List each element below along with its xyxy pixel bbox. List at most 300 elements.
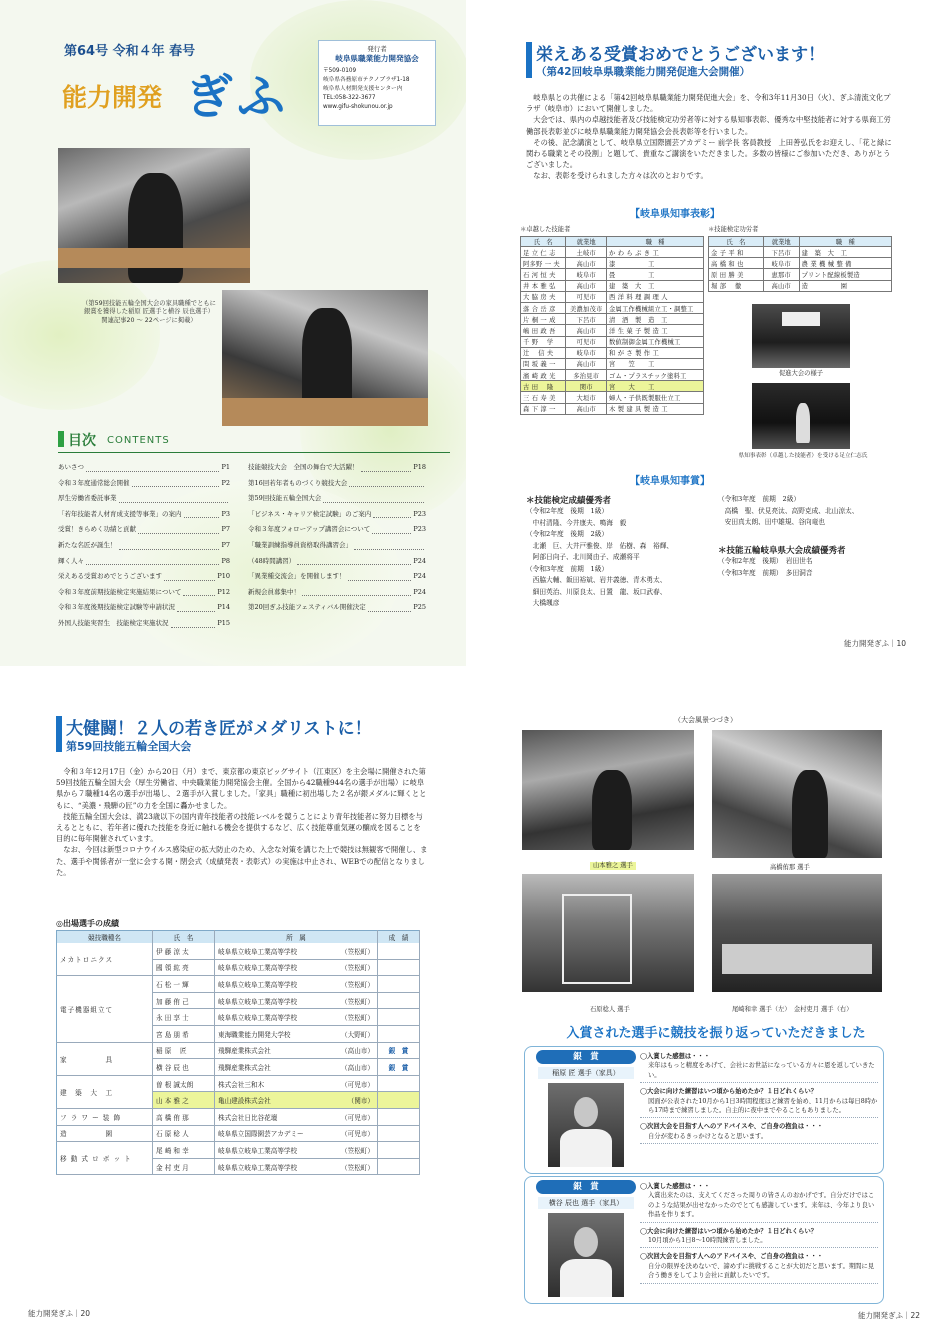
affiliation-name: 岐阜県立岐阜工業高等学校 (218, 1146, 298, 1155)
toc-item-page: P8 (221, 556, 230, 565)
toc-item-title: 技能競技大会 全国の舞台で大活躍！ (248, 463, 359, 471)
name-cell: 辻 信 夫 (521, 347, 566, 358)
name-cell: 濱 崎 政 光 (521, 370, 566, 381)
workplace-cell: 恵那市 (763, 269, 799, 280)
qa-answer: 10月頃から1日8～10時間練習しました。 (648, 1237, 767, 1245)
trade-cell: 建 築 大 工 (607, 280, 704, 291)
winner2-portrait (548, 1213, 624, 1297)
toc-item-page: P1 (221, 463, 230, 471)
award-line: （令和3年度 前期 1級） (526, 564, 609, 573)
affiliation-cell (215, 1092, 378, 1109)
workplace-cell: 高山市 (566, 358, 607, 369)
table-row (521, 280, 704, 291)
table-row (57, 1125, 420, 1142)
toc-item-title: 令和３年度フォローアップ講習会について (248, 525, 371, 534)
toc-item[interactable] (248, 585, 426, 601)
table2-label: ＊技能検定功労者 (708, 226, 759, 233)
affiliation-city: （大野町） (341, 1030, 374, 1039)
affiliation-name: 岐阜県立岐阜工業高等学校 (218, 1014, 298, 1023)
trade-cell: か わ ら ぶ き 工 (607, 247, 704, 258)
award-line: 高橋 聖、伏見亮汰、高野克成、北山涼太、 (718, 506, 859, 515)
trade-cell: 漆 工 (607, 258, 704, 269)
affiliation-city: （高山市） (341, 1047, 374, 1056)
award-line: （令和2年度 後期 2級） (526, 530, 609, 538)
qa-answer: 入賞出来たのは、支えてくださった周りの皆さんのおかげです。自分だけではこのような結果が出せなかったのでとても感謝しています。来年は、今年より良い作品を作ります。 (648, 1192, 875, 1219)
qa-question: ◯入賞した感想は・・・ (640, 1183, 711, 1190)
page20-title: 大健闘！２人の若き匠がメダリストに！ (66, 719, 372, 739)
table-row (709, 247, 892, 258)
winner2-name: 横谷 辰也 選手（家具） (538, 1197, 634, 1209)
affiliation-city: （可児市） (341, 1113, 374, 1122)
table-row (521, 370, 704, 381)
toc-item-page: P24 (413, 572, 426, 581)
competitor-name: 國 領 紘 亮 (153, 959, 215, 976)
award-line: 安田真太朗、田中雄規、谷向竜也 (718, 518, 825, 526)
affiliation-cell (215, 1009, 378, 1026)
affiliation-cell (215, 1059, 378, 1076)
trade-cell: 宮 笠 工 (607, 358, 704, 369)
table-row (57, 1142, 420, 1159)
cover-caption: （第59回技能五輪全国大会の家具職種でともに 銀賞を獲得した稲原 匠選手と横谷 辰也選手） 関連記事20 ～ 22ページに掲載） (82, 300, 216, 324)
table-row (521, 325, 704, 336)
affiliation-name: 株式会社三和木 (218, 1080, 265, 1089)
trade-cell: プリント配線板製造 (799, 269, 891, 280)
toc-item[interactable] (58, 585, 230, 601)
affiliation-cell (215, 959, 378, 976)
toc-item-title: 輝く人々 (58, 556, 84, 565)
toc-item-title: 第20回ぎふ技能フェスティバル開催決定 (248, 603, 366, 612)
trade-cell: 西 洋 料 理 調 理 人 (607, 291, 704, 302)
workplace-cell: 高山市 (763, 280, 799, 291)
contents-marker (58, 431, 64, 447)
toc-item-title: 受賞！きらめく功績と貢献 (58, 525, 136, 534)
scene-photo-2 (712, 730, 882, 858)
silver-award-badge: 銀 賞 (536, 1050, 636, 1064)
affiliation-cell (215, 1158, 378, 1175)
table-row (521, 403, 704, 414)
result-cell (378, 1092, 420, 1109)
toc-item[interactable] (58, 476, 230, 492)
workplace-cell: 可児市 (566, 291, 607, 302)
competitor-name: 稲 原 匠 (153, 1042, 215, 1059)
result-cell (378, 976, 420, 993)
toc-dots (177, 600, 215, 612)
affiliation-name: 飛騨産業株式会社 (218, 1047, 271, 1056)
toc-right (248, 460, 426, 616)
affiliation-name: 株式会社日比谷花壇 (218, 1113, 278, 1122)
toc-dots (86, 554, 219, 566)
toc-left (58, 460, 230, 632)
toc-dots (183, 585, 215, 597)
trade-cell: 農 業 機 械 整 備 (799, 258, 891, 269)
table-row (57, 1042, 420, 1059)
affiliation-cell (215, 1142, 378, 1159)
issue-number: 第64号 (64, 44, 109, 59)
award-line: 中村清隆、今井康夫、鳴海 毅 (526, 518, 627, 527)
cover-photo-1 (58, 148, 250, 283)
toc-item-page: P25 (413, 603, 426, 612)
workplace-cell: 下呂市 (763, 247, 799, 258)
table-row (521, 314, 704, 325)
publisher-box (318, 40, 436, 126)
publisher-label: 発行者 (367, 45, 387, 53)
affiliation-city: （笠松町） (341, 980, 374, 989)
scene-photo-1 (522, 730, 694, 850)
workplace-cell: 岐阜市 (566, 347, 607, 358)
toc-dots (86, 460, 219, 472)
affiliation-cell (215, 1125, 378, 1142)
table1-label: ＊卓越した技能者 (520, 226, 571, 233)
toc-item-title: 令和３年度後期技能検定試験等申請状況 (58, 603, 175, 612)
convention-photo (752, 304, 850, 368)
table-row (709, 258, 892, 269)
name-cell: 片 桐 一 成 (521, 314, 566, 325)
result-cell (378, 1108, 420, 1125)
caption-yamamoto: 山本雅之 選手 (590, 862, 636, 870)
competitor-name: 石 松 一 輝 (153, 976, 215, 993)
result-cell (378, 943, 420, 960)
table-row (521, 392, 704, 403)
toc-item-title: 第59回技能五輪全国大会 (248, 494, 322, 503)
competitor-name: 高 橋 侑 那 (153, 1108, 215, 1125)
name-cell: 高 橋 和 也 (709, 258, 764, 269)
toc-item[interactable] (58, 600, 230, 616)
winner1-name: 稲原 匠 選手（家具） (538, 1067, 634, 1079)
caption-ishihara: 石原稔人 選手 (590, 1006, 630, 1013)
issue-season: 令和４年 春号 (112, 44, 196, 59)
page-footer: 能力開発ぎふ｜22 (857, 1311, 920, 1320)
cover-photo-2 (222, 290, 428, 426)
affiliation-city: （可児市） (341, 1080, 374, 1089)
affiliation-name: 岐阜県立国際園芸アカデミー (218, 1130, 304, 1139)
toc-item[interactable] (58, 507, 230, 523)
table-row (521, 381, 704, 392)
award-line: 北瀬 巨、大井戸雅俊、岸 佑樹、森 裕輝、 (526, 541, 674, 550)
page-10 (470, 0, 934, 666)
silver-award-badge: 銀 賞 (536, 1180, 636, 1194)
toc-dots (349, 476, 424, 488)
table-row (521, 291, 704, 302)
affiliation-cell (215, 992, 378, 1009)
trade-cell: 移 動 式 ロ ボ ッ ト (57, 1142, 153, 1175)
qa-question: ◯大会に向けた練習はいつ頃から始めたか？１日どれくらい？ (640, 1088, 818, 1096)
toc-dots (372, 522, 411, 534)
publisher-address: 〒509-0109 岐阜県各務原市テクノプラザ1-18 岐阜県人材開発支援センター内 TEL:058-322-3677 www.gifu-shokunou.or.jp (323, 68, 410, 110)
table-row (57, 943, 420, 960)
toc-dots (302, 585, 411, 597)
page-footer: 能力開発ぎふ｜10 (843, 639, 906, 648)
toc-item[interactable] (248, 491, 426, 507)
result-cell (378, 1142, 420, 1159)
competitor-name: 石 原 稔 人 (153, 1125, 215, 1142)
toc-item[interactable] (248, 522, 426, 538)
trade-cell: 建 築 大 工 (57, 1075, 153, 1108)
competitor-name: 尾 崎 和 幸 (153, 1142, 215, 1159)
workplace-cell: 多治見市 (566, 370, 607, 381)
toc-item[interactable] (58, 538, 230, 554)
workplace-cell: 高山市 (566, 403, 607, 414)
name-cell: 原 田 勝 美 (709, 269, 764, 280)
toc-item[interactable] (58, 554, 230, 570)
workplace-cell: 岐阜市 (566, 269, 607, 280)
award-line: （令和3年度 前期 2級） (718, 495, 801, 503)
toc-dots (119, 538, 220, 550)
competitor-name: 宮 島 朋 希 (153, 1025, 215, 1042)
toc-dots (361, 460, 412, 472)
toc-dots (368, 600, 412, 612)
contents-title-en: CONTENTS (107, 435, 170, 446)
results-table: 競技職種名 氏 名 所 属 成 績 メカトロニクス 伊 藤 涼 太 岐阜県立岐阜工業高等学校 （笠松町） 國 領 紘 亮 岐阜県立岐阜工業高等学校 （笠松町） 電子機器組立て 石 松 一 輝 岐阜県立岐阜工業高等学校 （笠松町） 加 藤 侑 己 岐阜県立岐阜工業高等学校 （笠松町） 永 田 享 士 岐阜県立岐阜工業高等学校 （笠松町） 宮 島 朋 希 東海職業能力開発大学校 （大野町） 家 具 稲 原 匠 飛騨産業株式会社 （高山市） 銀 賞 横 谷 辰 也 飛騨産業株式会社 （高山市） 銀 賞 建 築 大 工 曽 根 誠太朗 株式会社三和木 （可児市） 山 本 雅 之 亀山建設株式会社 （関市） フ ラ ワ ー 装 飾 高 橋 侑 那 株式会社日比谷花壇 （可児市） 造 園 石 原 稔 人 岐阜県立国際園芸アカデミー （可児市） 移 動 式 ロ ボ ッ ト 尾 崎 和 幸 岐阜県立岐阜工業高等学校 （笠松町） 金 村 吏 月 岐阜県立岐阜工業高等学校 （笠松町） (56, 930, 420, 1175)
affiliation-cell (215, 976, 378, 993)
affiliation-cell (215, 943, 378, 960)
affiliation-name: 東海職業能力開発大学校 (218, 1030, 291, 1039)
result-cell (378, 1125, 420, 1142)
trade-cell: 金属工作機械組立工・調整工 (607, 302, 704, 313)
result-cell (378, 1009, 420, 1026)
toc-item[interactable] (248, 507, 426, 523)
toc-item-title: 外国人技能実習生 技能検定実施状況 (58, 618, 169, 627)
toc-dots (348, 569, 412, 581)
workplace-cell: 関市 (566, 381, 607, 392)
workplace-cell: 大垣市 (566, 392, 607, 403)
result-cell (378, 1025, 420, 1042)
result-cell: 銀 賞 (378, 1059, 420, 1076)
award-line: 細田英治、川原良太、日置 龍、坂口武春、 (526, 587, 667, 596)
trade-cell: 和 が さ 製 作 工 (607, 347, 704, 358)
toc-item-title: （48時間講習） (248, 556, 296, 565)
toc-item[interactable] (248, 460, 426, 476)
table-row (521, 258, 704, 269)
toc-item[interactable] (58, 522, 230, 538)
toc-item[interactable] (248, 476, 426, 492)
cover-page (0, 0, 466, 666)
toc-dots (297, 554, 411, 566)
toc-item-title: 第16回若年者ものづくり競技大会 (248, 478, 348, 487)
governor-commendation-title: 【岐阜県知事表彰】 (630, 209, 720, 220)
trade-cell: メカトロニクス (57, 943, 153, 976)
toc-item-page: P15 (217, 618, 230, 627)
table-row (521, 269, 704, 280)
contributor-table: 氏 名 就業地 職 種 金 子 平 和 下呂市 建 築 大 工 高 橋 和 也 岐阜市 農 業 機 械 整 備 原 田 勝 美 恵那市 プリント配線板製造 堀 部 徹 高山市 造 園 (708, 236, 892, 292)
trade-cell: 造 園 (57, 1125, 153, 1142)
convention-photo-caption: 促進大会の様子 (778, 370, 824, 377)
table-row (521, 358, 704, 369)
trade-cell: 洋 生 菓 子 製 造 工 (607, 325, 704, 336)
award-line: （令和2年度 後期 1級） (526, 507, 609, 515)
toc-item[interactable] (248, 600, 426, 616)
toc-item-title: 新たな名匠が誕生！ (58, 540, 117, 549)
award-line: 西脇大輔、飯田裕斌、岩井義徳、青木勇太、 (526, 576, 667, 584)
toc-item-page: P7 (221, 540, 230, 549)
workplace-cell: 岐阜市 (763, 258, 799, 269)
result-cell (378, 959, 420, 976)
page-22 (470, 670, 934, 1335)
name-cell: 足 立 仁 志 (521, 247, 566, 258)
toc-dots (373, 507, 411, 519)
affiliation-cell (215, 1108, 378, 1125)
magazine-title-a: 能力開発 (62, 83, 163, 112)
caption-ozaki-kanemura: 尾崎和幸 選手（左） 金村吏月 選手（右） (732, 1006, 853, 1013)
result-cell (378, 1075, 420, 1092)
publisher-name: 岐阜県職業能力開発協会 (335, 54, 419, 63)
toc-item-title: 「職業訓練指導員資格取得講習会」 (248, 540, 352, 549)
trade-cell: 電子機器組立て (57, 976, 153, 1042)
name-cell: 森 下 淳 一 (521, 403, 566, 414)
winner1-interview (640, 1052, 878, 1148)
qa-answer: 自分の限界を決めないで、諦めずに挑戦することが大切だと思います。期間に見合う働きをしてより会社に貢献したいです。 (648, 1262, 875, 1280)
workplace-cell: 美濃加茂市 (566, 302, 607, 313)
contents-title: 目次 (68, 433, 96, 449)
toc-item-title: 令和３年度前期技能検定実施結果について (58, 587, 182, 596)
trade-cell: 数値制御金属工作機械工 (607, 336, 704, 347)
competitor-name: 金 村 吏 月 (153, 1158, 215, 1175)
affiliation-city: （笠松町） (341, 1014, 374, 1023)
table-row (709, 280, 892, 291)
table-row (521, 336, 704, 347)
toc-dots (132, 476, 220, 488)
toc-item-page: P2 (221, 478, 230, 487)
toc-item-page: P3 (221, 509, 230, 518)
trade-cell: 家 具 (57, 1042, 153, 1075)
toc-item-title: 令和３年度通常総会開催 (58, 478, 130, 487)
toc-item[interactable] (58, 569, 230, 585)
award1-list (526, 506, 716, 610)
toc-item-title: あいさつ (58, 463, 84, 471)
toc-item-title: 「異業種交流会」を開催します！ (248, 572, 346, 581)
table-row (57, 1108, 420, 1125)
toc-item-page: P24 (413, 587, 426, 596)
name-cell: 井 本 雅 弘 (521, 280, 566, 291)
qa-block (640, 1052, 878, 1083)
title-marker (526, 42, 532, 78)
competitor-name: 伊 藤 涼 太 (153, 943, 215, 960)
table-row (57, 1075, 420, 1092)
interview-heading: 入賞された選手に競技を振り返っていただきました (566, 1026, 866, 1041)
affiliation-city: （笠松町） (341, 997, 374, 1006)
toc-item-title: 厚生労働省委託事業 (58, 494, 117, 503)
table-row (709, 269, 892, 280)
affiliation-name: 岐阜県立岐阜工業高等学校 (218, 947, 298, 956)
page-20 (0, 670, 466, 1335)
award2-list (718, 494, 898, 529)
qa-question: ◯大会に向けた練習はいつ頃から始めたか？１日どれくらい？ (640, 1227, 818, 1235)
result-cell: 銀 賞 (378, 1042, 420, 1059)
toc-item-page: P12 (217, 587, 230, 596)
toc-item[interactable] (248, 554, 426, 570)
affiliation-name: 岐阜県立岐阜工業高等学校 (218, 1163, 298, 1172)
award-line: 大橋颯彦 (526, 599, 560, 607)
table-row (521, 247, 704, 258)
top-caption: （大会風景つづき） (674, 716, 737, 724)
page20-subtitle: 第59回技能五輪全国大会 (66, 740, 192, 753)
toc-item-title: 栄えある受賞おめでとうございます (58, 572, 162, 581)
name-cell: 金 子 平 和 (709, 247, 764, 258)
qa-question: ◯入賞した感想は・・・ (640, 1053, 711, 1060)
toc-dots (184, 507, 220, 519)
name-cell: 大 脇 房 夫 (521, 291, 566, 302)
toc-item-title: 「ビジネス・キャリア検定試験」のご案内 (248, 509, 372, 518)
affiliation-name: 岐阜県立岐阜工業高等学校 (218, 997, 298, 1006)
qa-block (640, 1122, 878, 1144)
award-photo (752, 383, 850, 449)
affiliation-city: （笠松町） (341, 1163, 374, 1172)
award-line: （令和2年度 後期） 岩田世名 (718, 557, 813, 565)
affiliation-city: （笠松町） (341, 964, 374, 973)
name-cell: 千 野 学 (521, 336, 566, 347)
toc-dots (164, 569, 215, 581)
toc-item-page: P23 (413, 509, 426, 518)
competitor-name: 山 本 雅 之 (153, 1092, 215, 1109)
trade-cell: 畳 工 (607, 269, 704, 280)
issue-line (64, 40, 195, 59)
workplace-cell: 下呂市 (566, 314, 607, 325)
award3-list (718, 556, 898, 579)
qa-answer: 図面が公表された10月から1日3時間程度ほど練習を始め、11月からは毎日8時から17時まで練習しました。自主的に夜中までやることもありました。 (648, 1097, 878, 1115)
award-line: （令和3年度 前期） 多田洞音 (718, 568, 813, 577)
qa-question: ◯次回大会を目指す人へのアドバイスや、ご自身の抱負は・・・ (640, 1123, 824, 1131)
name-cell: 堀 部 徹 (709, 280, 764, 291)
toc-dots (354, 538, 424, 550)
affiliation-name: 岐阜県立岐阜工業高等学校 (218, 964, 298, 973)
title-marker (56, 716, 62, 752)
trade-cell: 宮 大 工 (607, 381, 704, 392)
affiliation-cell (215, 1075, 378, 1092)
winner1-portrait (548, 1083, 624, 1167)
trade-cell: 造 園 (799, 280, 891, 291)
workplace-cell: 土岐市 (566, 247, 607, 258)
toc-item-title: 新規会員募集中！ (248, 587, 300, 596)
toc-item[interactable] (58, 616, 230, 632)
toc-item[interactable] (248, 569, 426, 585)
workplace-cell: 高山市 (566, 325, 607, 336)
name-cell: 問 坂 義 一 (521, 358, 566, 369)
caption-takahashi: 高橋侑那 選手 (770, 864, 810, 871)
result-cell (378, 992, 420, 1009)
name-cell: 落 合 岳 彦 (521, 302, 566, 313)
toc-dots (119, 491, 229, 503)
name-cell: 嶋 田 政 吾 (521, 325, 566, 336)
award-photo-caption: 県知事表彰（卓越した技能者）を受ける足立仁志氏 (738, 453, 868, 459)
qa-answer: 自分が変わるきっかけとなると思います。 (648, 1132, 768, 1140)
award1-title: ＊技能検定成績優秀者 (526, 496, 612, 506)
award-line: 阿部日向子、北川岡由子、成瀬将平 (526, 553, 640, 561)
workplace-cell: 高山市 (566, 258, 607, 269)
toc-item-page: P23 (413, 525, 426, 534)
affiliation-name: 飛騨産業株式会社 (218, 1063, 271, 1072)
qa-block (640, 1252, 878, 1283)
table-row (521, 347, 704, 358)
affiliation-city: （笠松町） (341, 1146, 374, 1155)
magazine-title-b: ぎふ (185, 69, 290, 125)
competitor-name: 永 田 享 士 (153, 1009, 215, 1026)
governor-award-title: 【岐阜県知事賞】 (630, 476, 710, 487)
competitor-name: 横 谷 辰 也 (153, 1059, 215, 1076)
affiliation-cell (215, 1025, 378, 1042)
result-cell (378, 1158, 420, 1175)
trade-cell: 清 酒 製 造 工 (607, 314, 704, 325)
page10-subtitle: （第42回岐阜県職業能力開発促進大会開催） (536, 66, 751, 78)
toc-item[interactable] (58, 491, 230, 507)
trade-cell: 婦人・子供既製服仕立工 (607, 392, 704, 403)
toc-dots (171, 616, 216, 628)
toc-item[interactable] (58, 460, 230, 476)
toc-item-page: P18 (413, 463, 426, 471)
affiliation-name: 亀山建設株式会社 (218, 1097, 271, 1106)
toc-item[interactable] (248, 538, 426, 554)
qa-answer: 来年はもっと精度をあげて、会社にお世話になっている方々に恩を返していきたい。 (648, 1062, 875, 1079)
scene-photo-4 (712, 874, 882, 992)
trade-cell: 建 築 大 工 (799, 247, 891, 258)
